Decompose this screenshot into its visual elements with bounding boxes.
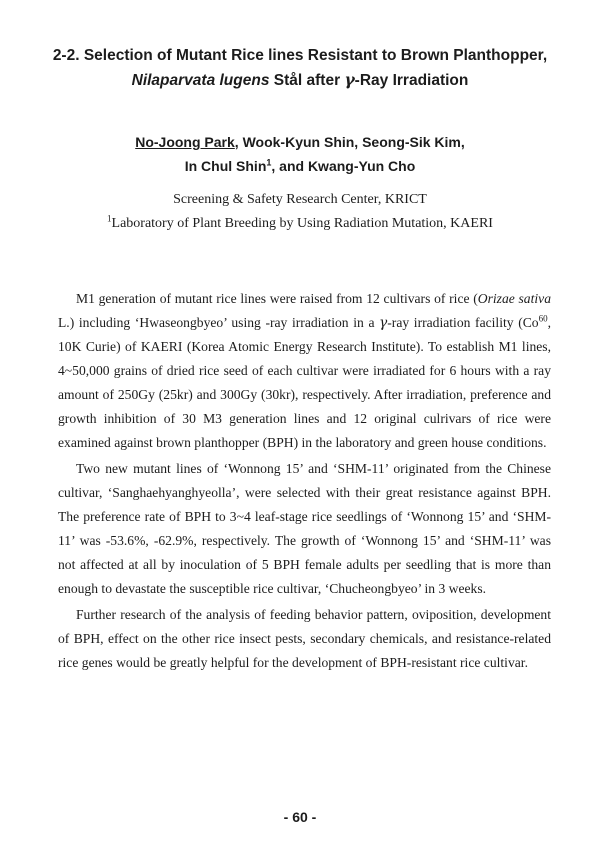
- species-name: Nilaparvata lugens: [131, 72, 270, 89]
- p1-text-c: -ray irradiation facility (Co: [387, 315, 539, 330]
- species-author: Stål: [273, 72, 303, 89]
- paragraph-3: Further research of the analysis of feeding behavior pattern, oviposition, development of BPH, effect on the other rice insect pests, secondary chemicals, and resistance-related rice genes would be greatly helpful for the development of BPH-resistant rice cultivar.: [58, 607, 551, 670]
- affiliations: [40, 188, 560, 236]
- author-rest-2: , and Kwang-Yun Cho: [271, 158, 416, 174]
- paper-title: [40, 44, 560, 93]
- gamma-symbol: γ: [344, 70, 355, 89]
- author-shin: In Chul Shin: [184, 158, 267, 174]
- author-list: [40, 130, 560, 178]
- author-rest-1: , Wook-Kyun Shin, Seong-Sik Kim,: [234, 134, 465, 150]
- page-number: - 60 -: [283, 809, 317, 825]
- p1-text-b: L.) including ‘Hwaseongbyeo’ using -ray irradiation in a: [58, 315, 380, 330]
- p1-text-a: M1 generation of mutant rice lines were raised from 12 cultivars of rice (: [76, 291, 478, 306]
- gamma-symbol: γ: [379, 315, 388, 331]
- affiliation-2-text: Laboratory of Plant Breeding by Using Radiation Mutation, KAERI: [111, 216, 493, 231]
- title-line-2: [40, 68, 560, 93]
- p1-text-d: , 10K Curie) of KAERI (Korea Atomic Energy Research Institute). To establish M1 lines, 4~50,000 grains of dried rice seed of each cultivar were irradiated for 6 hours with a ray amount of 250Gy (25kr) and 300Gy (30kr), respectively. After irradiation, preference and growth inhibition of 30 M3 generation lines and 12 original culrivars of rice were examined against brown planthopper (BPH) in the laboratory and green house conditions.: [58, 315, 551, 450]
- abstract-body: [58, 287, 551, 677]
- title-after: after: [306, 72, 341, 89]
- author-line-1: [40, 130, 560, 154]
- presenting-author: No-Joong Park: [135, 134, 235, 150]
- affiliation-2: [40, 212, 560, 236]
- title-line-1: 2-2. Selection of Mutant Rice lines Resistant to Brown Planthopper,: [52, 47, 548, 64]
- author-line-2: [40, 154, 560, 178]
- author-affil-marker: 1: [266, 157, 272, 168]
- affiliation-marker: 1: [107, 213, 112, 224]
- paragraph-2: Two new mutant lines of ‘Wonnong 15’ and ‘SHM-11’ originated from the Chinese cultivar, ‘Sanghaehyanghyeolla’, were selected with their great resistance against BPH. The preference rate of BPH to 3~4 leaf-stage rice seedlings of ‘Wonnong 15’ and ‘SHM-11’ was -53.6%, -62.9%, respectively. The growth of ‘Wonnong 15’ and ‘SHM-11’ was not affected at all by inoculation of 5 BPH female adults per seedling that is more than enough to devastate the susceptible rice cultivar, ‘Chucheongbyeo’ in 3 weeks.: [58, 461, 551, 596]
- title-tail: -Ray Irradiation: [354, 72, 469, 89]
- affiliation-1: Screening & Safety Research Center, KRICT: [173, 192, 427, 207]
- paragraph-1: [58, 287, 551, 455]
- cobalt-isotope: 60: [538, 313, 548, 324]
- scientific-name: Orizae sativa: [477, 291, 551, 306]
